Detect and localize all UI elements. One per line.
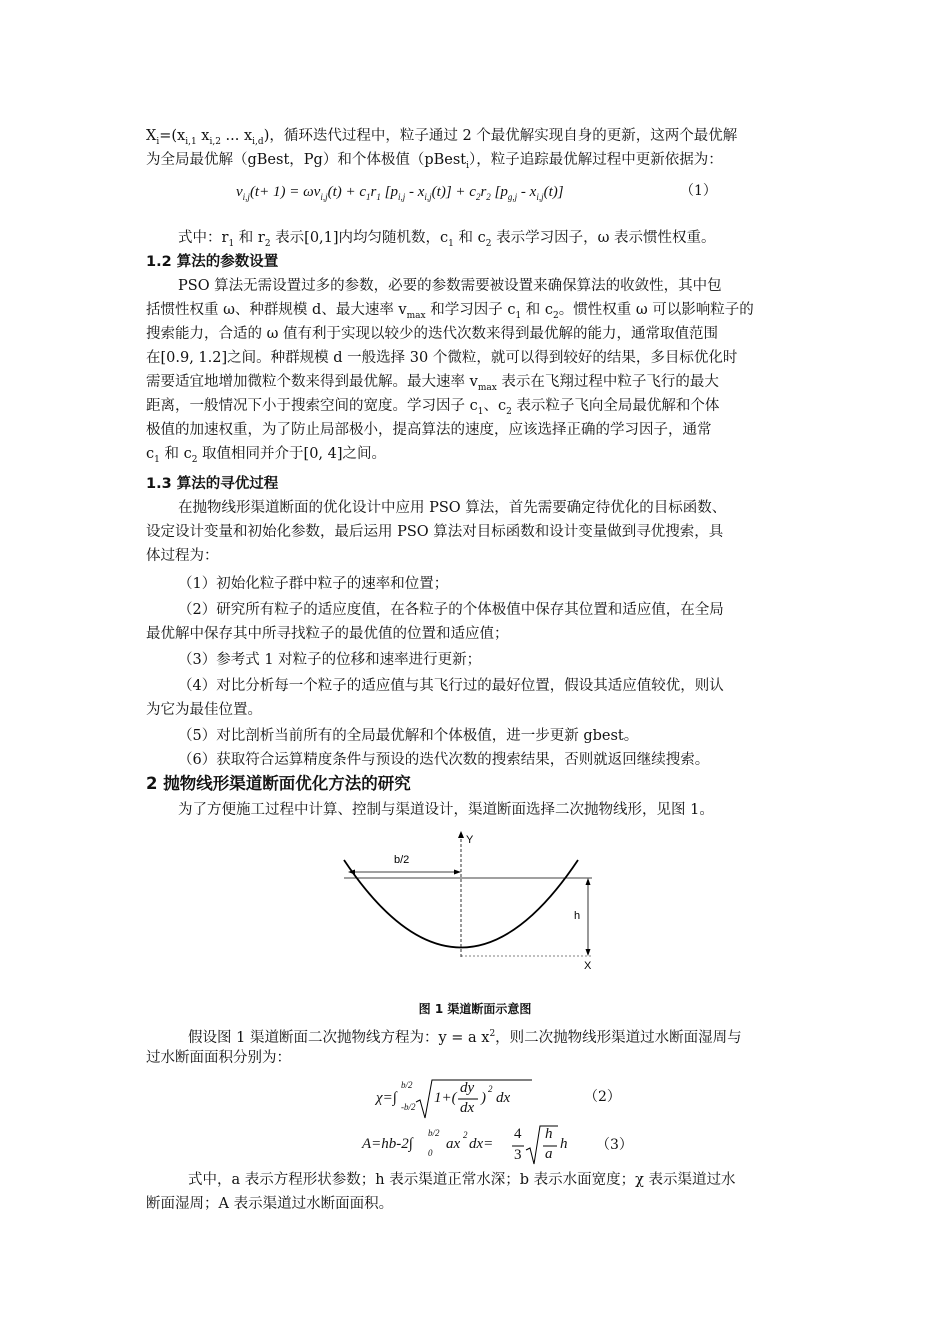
- after-fig-line-2: 过水断面面积分别为：: [146, 1050, 291, 1066]
- h-arrow-top: [586, 878, 591, 885]
- step-4b: 为它为最佳位置。: [146, 702, 262, 718]
- fig-label-x: X: [584, 960, 592, 972]
- fig-label-y: Y: [466, 834, 474, 846]
- after-fig-line-1: 假设图 1 渠道断面二次抛物线方程为：y = a $x^2$，则二次抛物线形渠道过水断面湿周与: [188, 1029, 742, 1046]
- step-5: （5）对比剖析当前所有的全局最优解和个体极值，进一步更新 gbest。: [178, 728, 639, 744]
- step-1: （1）初始化粒子群中粒子的速率和位置；: [178, 576, 449, 592]
- step-2b: 最优解中保存其中所寻找粒子的最优值的位置和适应值；: [146, 626, 509, 642]
- s13-line-2: 设定设计变量和初始化参数，最后运用 PSO 算法对目标函数和设计变量做到寻优搜索，具: [146, 524, 724, 540]
- fig-label-h: h: [574, 910, 581, 922]
- intro-line-2: 为全局最优解（gBest，Pg）和个体极值（pBest$_i$），粒子追踪最优解过程中更新依据为：: [146, 152, 723, 171]
- s12-line-4: 在[0.9, 1.2]之间。种群规模 d 一般选择 30 个微粒，就可以得到较好的结果，多目标优化时: [146, 350, 738, 366]
- s12-line-3: 搜索能力，合适的 ω 值有利于实现以较少的迭代次数来得到最优解的能力，通常取值范围: [146, 326, 719, 342]
- step-6: （6）获取符合运算精度条件与预设的迭代次数的搜索结果，否则就返回继续搜索。: [178, 752, 710, 768]
- paper-page: $X_i=(x_{i,1}$ $x_{i,2}$ ... $x_{i,d}$)，循环迭代过程中，粒子通过 2 个最优解实现自身的更新，这两个最优解 为全局最优解（gBest，Pg）和个体极值（pBest$_i$），粒子追踪最优解过程中更新依据为： $v_{i,j}(t+ 1) = \omega v_{i,j}(t) + c_1r_1$ $[p_{i,j} - x_{i,j}(t)] + c_2r_2$ $[p_{g,j} - x_{i,j}(t)]$ （1） 式中：$r_1$ 和 $r_2$ 表示[0,1]内均匀随机数，$c_1$ 和 $c_2$ 表示学习因子，ω 表示惯性权重。 1.2 算法的参数设置 PSO 算法无需设置过多的参数，必要的参数需要被设置来确保算法的收敛性，其中包 括惯性权重 ω、种群规模 d、最大速率 $v_{max}$ 和学习因子 $c_1$ 和 $c_2$。惯性权重 ω 可以影响粒子的 搜索能力，合适的 ω 值有利于实现以较少的迭代次数来得到最优解的能力，通常取值范围 在[0.9, 1.2]之间。种群规模 d 一般选择 30 个微粒，就可以得到较好的结果，多目标优化时 需要适宜地增加微粒个数来得到最优解。最大速率 $v_{max}$ 表示在飞翔过程中粒子飞行的最大 距离，一般情况下小于搜索空间的宽度。学习因子 $c_1$、$c_2$ 表示粒子飞向全局最优解和个体 极值的加速权重，为了防止局部极小，提高算法的速度，应该选择正确的学习因子，通常 $c_1$ 和 $c_2$ 取值相同并介于[0, 4]之间。 1.3 算法的寻优过程 在抛物线形渠道断面的优化设计中应用 PSO 算法，首先需要确定待优化的目标函数、 设定设计变量和初始化参数，最后运用 PSO 算法对目标函数和设计变量做到寻优搜索，具 体过程为： （1）初始化粒子群中粒子的速率和位置； （2）研究所有粒子的适应度值，在各粒子的个体极值中保存其位置和适应值，在全局 最优解中保存其中所寻找粒子的最优值的位置和适应值； （3）参考式 1 对粒子的位移和速率进行更新； （4）对比分析每一个粒子的适应值与其飞行过的最好位置，假设其适应值较优，则认 为它为最佳位置。 （5）对比剖析当前所有的全局最优解和个体极值，进一步更新 gbest。 （6）获取符合运算精度条件与预设的迭代次数的搜索结果，否则就返回继续搜索。 2 抛物线形渠道断面优化方法的研究 为了方便施工过程中计算、控制与渠道设计，渠道断面选择二次抛物线形，见图 1。 Y b/2 h X 图 1 渠道断面示意图 假设图 1 渠道断面二次抛物线方程为：y = a $x^2$，则二次抛物线形渠道过水断面湿周与 过水断面面积分别为： χ=∫ b/2 -b/2 1+( dy dx ) 2 dx （2） A=hb-2∫ b/2 0 ax 2 dx= 4 3 h a h （3） 式中，a 表示方程形状参数；h 表示渠道正常水深；b 表示水面宽度；χ 表示渠道过水 断面湿周；A 表示渠道过水断面面积。: [0, 0, 950, 1344]
- equation-2-number: （2）: [584, 1089, 621, 1105]
- s12-line-2: 括惯性权重 ω、种群规模 d、最大速率 $v_{max}$ 和学习因子 $c_1$ 和 $c_2$。惯性权重 ω 可以影响粒子的: [146, 302, 754, 321]
- s12-line-1: PSO 算法无需设置过多的参数，必要的参数需要被设置来确保算法的收敛性，其中包: [178, 278, 722, 294]
- definitions-line-1: 式中，a 表示方程形状参数；h 表示渠道正常水深；b 表示水面宽度；χ 表示渠道过水: [188, 1172, 736, 1188]
- figure-1-channel-diagram: [330, 825, 620, 975]
- y-axis-arrow: [458, 831, 464, 838]
- equation-1-number: （1）: [680, 183, 717, 199]
- equation-3-number: （3）: [596, 1137, 633, 1153]
- s12-line-5: 需要适宜地增加微粒个数来得到最优解。最大速率 $v_{max}$ 表示在飞翔过程中粒子飞行的最大: [146, 374, 719, 393]
- s12-line-8: $c_1$ 和 $c_2$ 取值相同并介于[0, 4]之间。: [146, 446, 387, 465]
- h-arrow-bottom: [586, 949, 591, 956]
- section-1-2-title: 1.2 算法的参数设置: [146, 254, 279, 270]
- figure-1-caption: 图 1 渠道断面示意图: [418, 1002, 532, 1016]
- s2-line-1: 为了方便施工过程中计算、控制与渠道设计，渠道断面选择二次抛物线形，见图 1。: [178, 802, 714, 818]
- intro-line-1: $X_i=(x_{i,1}$ $x_{i,2}$ ... $x_{i,d}$)，循环迭代过程中，粒子通过 2 个最优解实现自身的更新，这两个最优解: [146, 128, 738, 147]
- s13-line-3: 体过程为：: [146, 548, 219, 564]
- step-2a: （2）研究所有粒子的适应度值，在各粒子的个体极值中保存其位置和适应值，在全局: [178, 602, 724, 618]
- step-4a: （4）对比分析每一个粒子的适应值与其飞行过的最好位置，假设其适应值较优，则认: [178, 678, 724, 694]
- b2-arrow-right: [454, 870, 461, 875]
- s12-line-6: 距离，一般情况下小于搜索空间的宽度。学习因子 $c_1$、$c_2$ 表示粒子飞向全局最优解和个体: [146, 398, 720, 417]
- fig-label-b2: b/2: [394, 854, 410, 866]
- s13-line-1: 在抛物线形渠道断面的优化设计中应用 PSO 算法，首先需要确定待优化的目标函数、: [178, 500, 727, 516]
- definitions-line-2: 断面湿周；A 表示渠道过水断面面积。: [146, 1196, 394, 1212]
- section-2-title: 2 抛物线形渠道断面优化方法的研究: [146, 774, 411, 793]
- eq1-note: 式中：$r_1$ 和 $r_2$ 表示[0,1]内均匀随机数，$c_1$ 和 $c_2$ 表示学习因子，ω 表示惯性权重。: [178, 230, 716, 249]
- step-3: （3）参考式 1 对粒子的位移和速率进行更新；: [178, 652, 482, 668]
- section-1-3-title: 1.3 算法的寻优过程: [146, 476, 279, 492]
- s12-line-7: 极值的加速权重，为了防止局部极小，提高算法的速度，应该选择正确的学习因子，通常: [146, 422, 712, 438]
- equation-1: $v_{i,j}(t+ 1) = \omega v_{i,j}(t) + c_1r_1$ $[p_{i,j} - x_{i,j}(t)] + c_2r_2$ $[p_{g,j} - x_{i,j}(t)]$: [236, 184, 564, 202]
